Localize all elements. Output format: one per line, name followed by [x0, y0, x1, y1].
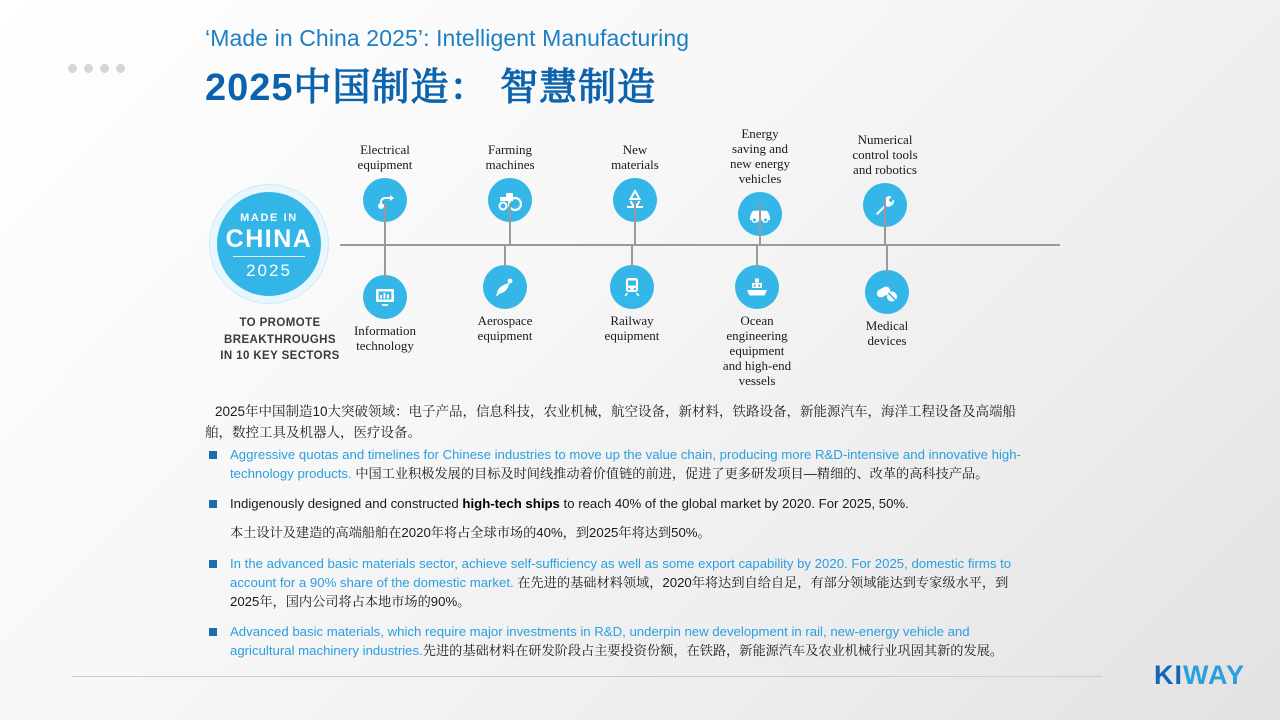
- made-in-china-badge: [210, 185, 328, 303]
- badge-divider: [233, 256, 305, 257]
- connector: [631, 246, 633, 268]
- badge-line1: MADE IN: [240, 212, 298, 224]
- connector: [509, 203, 511, 245]
- node-label: Energy saving and new energy vehicles: [729, 126, 791, 186]
- badge-line3: 2025: [246, 261, 292, 280]
- dot: [68, 64, 77, 73]
- kiway-logo: [1154, 660, 1245, 691]
- slide-header: [205, 25, 689, 111]
- connector: [504, 246, 506, 268]
- connector: [759, 203, 761, 245]
- ship-icon: [735, 265, 779, 309]
- list-item: [205, 494, 1027, 542]
- bullet-english: Advanced basic materials, which require major investments in R&D, underpin new development in rail, new-energy vehicle and agricultural machinery industries.: [230, 623, 970, 659]
- badge-caption: TO PROMOTE BREAKTHROUGHS IN 10 KEY SECTORS: [220, 317, 340, 363]
- node-label: Numerical control tools and robotics: [852, 132, 918, 177]
- node-railway-equipment: [572, 265, 692, 344]
- bullet-chinese: 本土设计及建造的高端船舶在2020年将占全球市场的40%，到2025年将达到50%。: [230, 525, 711, 541]
- satellite-icon: [483, 265, 527, 309]
- decorative-dots: [68, 64, 125, 73]
- connector: [886, 246, 888, 273]
- list-item: [205, 554, 1027, 611]
- infographic: [200, 125, 1060, 388]
- connector: [634, 203, 636, 245]
- bullet-list: [205, 445, 1027, 671]
- dot: [116, 64, 125, 73]
- slide-title-english: ‘Made in China 2025’: Intelligent Manufacturing: [205, 25, 690, 51]
- bullet-english: In the advanced basic materials sector, achieve self-sufficiency as well as some export capability by 2020. For 2025, domestic firms to account for a 90% share of the domestic market.: [230, 555, 1012, 590]
- logo-part2: WAY: [1182, 660, 1245, 690]
- train-icon: [610, 265, 654, 309]
- node-label: New materials: [611, 142, 659, 172]
- bullet-chinese: 先进的基础材料在研发阶段占主要投资份额，在铁路，新能源汽车及农业机械行业巩固其新的发展。: [422, 643, 1004, 659]
- badge-line2: CHINA: [225, 225, 313, 253]
- connector: [384, 203, 386, 245]
- node-label: Electrical equipment: [357, 142, 413, 172]
- node-ocean-engineering: [697, 265, 817, 389]
- node-label: Information technology: [353, 323, 417, 353]
- footer-divider: [72, 676, 1102, 677]
- monitor-icon: [363, 275, 407, 319]
- list-item: [205, 622, 1027, 660]
- list-item: [205, 445, 1027, 483]
- bullet-english: Aggressive quotas and timelines for Chinese industries to move up the value chain, producing more R&D-intensive and innovative high-technology products.: [230, 447, 1021, 482]
- bullet-english-pre: Indigenously designed and constructed: [230, 496, 463, 512]
- bullet-english-bold: high-tech ships: [462, 496, 560, 512]
- intro-paragraph: 2025年中国制造10大突破领域：电子产品，信息科技，农业机械，航空设备，新材料，铁路设备，新能源汽车，海洋工程设备及高端船舶，数控工具及机器人，医疗设备。: [205, 404, 1017, 440]
- node-label: Ocean engineering equipment and high-end vessels: [722, 313, 792, 388]
- connector: [884, 197, 886, 245]
- dot: [84, 64, 93, 73]
- dot: [100, 64, 109, 73]
- node-label: Railway equipment: [604, 313, 660, 343]
- timeline-spine: [340, 244, 1060, 246]
- bullet-chinese: 在先进的基础材料领域，2020年将达到自给自足，有部分领域能达到专家级水平，到2025年，国内公司将占本地市场的90%。: [230, 574, 1009, 609]
- bullet-english-post: to reach 40% of the global market by 2020. For 2025, 50%.: [559, 496, 909, 512]
- node-information-technology: [325, 275, 445, 354]
- bullet-chinese: 中国工业积极发展的目标及时间线推动着价值链的前进，促进了更多研发项目—精细的、改革的高科技产品。: [355, 466, 989, 482]
- node-label: Medical devices: [865, 318, 909, 348]
- connector: [384, 246, 386, 278]
- slide-title-chinese: 2025中国制造： 智慧制造: [205, 67, 657, 109]
- node-medical-devices: [827, 270, 947, 349]
- connector: [756, 246, 758, 268]
- node-label: Aerospace equipment: [477, 313, 533, 343]
- pills-icon: [865, 270, 909, 314]
- node-label: Farming machines: [485, 142, 535, 172]
- logo-part1: KI: [1153, 660, 1183, 690]
- node-aerospace-equipment: [445, 265, 565, 344]
